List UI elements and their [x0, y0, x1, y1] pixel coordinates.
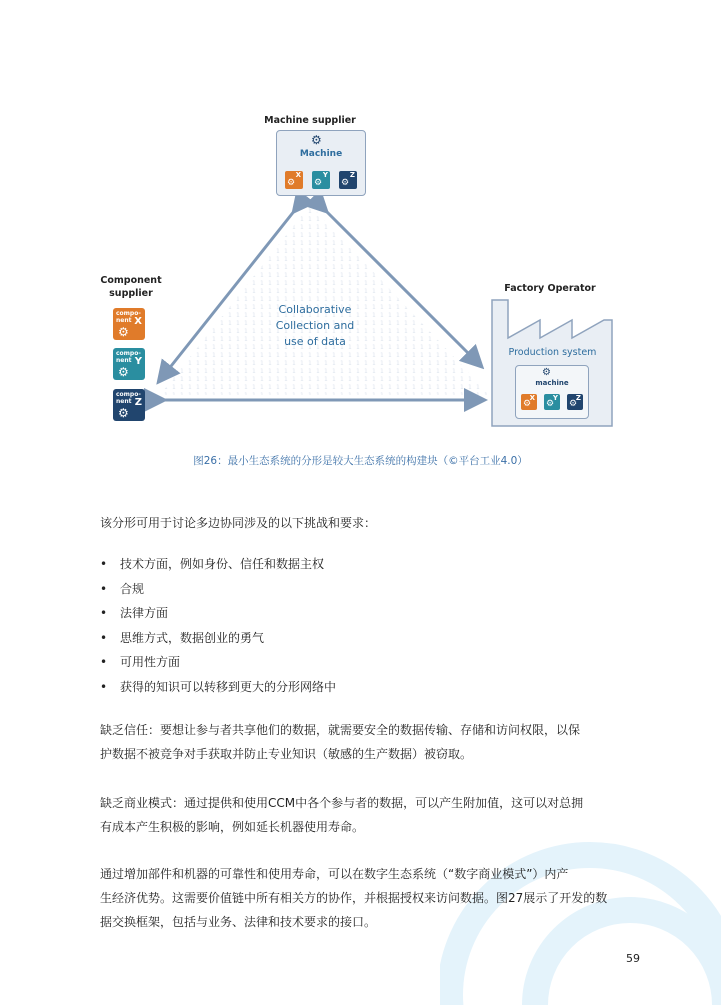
gear-icon: ⚙: [118, 406, 129, 420]
list-item: • 法律方面: [100, 606, 169, 620]
production-machine-box: [515, 365, 589, 419]
gear-icon: ⚙: [569, 399, 578, 409]
machine-icon: ⚙: [311, 133, 322, 147]
list-item: • 可用性方面: [100, 655, 181, 669]
figure-caption: 图26：最小生态系统的分形是较大生态系统的构建块（©平台工业4.0）: [193, 455, 528, 467]
bullet-list: [100, 552, 336, 699]
machine-supplier-label: Machine supplier: [264, 115, 356, 126]
paragraph-advantage-1: 通过增加部件和机器的可靠性和使用寿命，可以在数字生态系统（“数字商业模式”）内产: [100, 867, 569, 881]
paragraph-trust-2: 护数据不被竞争对手获取并防止专业知识（敏感的生产数据）被窃取。: [100, 747, 473, 761]
paragraph-trust-1: 缺乏信任：要想让参与者共享他们的数据，就需要安全的数据传输、存储和访问权限，以保: [100, 723, 581, 737]
small-chip-z: Z ⚙: [569, 394, 581, 409]
small-machine-label: machine: [535, 379, 569, 387]
paragraph-business-1: 缺乏商业模式：通过提供和使用CCM中各个参与者的数据，可以产生附加值，这可以对总拥: [100, 796, 584, 810]
paragraph-advantage-2: 生经济优势。这需要价值链中所有相关方的协作，并根据授权来访问数据。图27展示了开发的数: [100, 891, 608, 905]
component-supplier-label: Component supplier: [100, 275, 162, 299]
gear-icon: ⚙: [118, 325, 129, 339]
gear-icon: ⚙: [287, 178, 296, 188]
list-item: • 思维方式，数据创业的勇气: [100, 630, 265, 645]
list-item: • 合规: [100, 581, 145, 596]
ecosystem-diagram: [100, 110, 620, 440]
machine-box: [276, 130, 366, 196]
production-system-label: Production system: [508, 347, 597, 358]
small-chip-x: X ⚙: [523, 394, 535, 409]
intro-text: 该分形可用于讨论多边协同涉及的以下挑战和要求：: [100, 516, 377, 530]
paragraph-advantage-3: 据交换框架，包括与业务、法律和技术要求的接口。: [100, 915, 377, 929]
factory-operator-label: Factory Operator: [504, 283, 596, 294]
paragraph-business-2: 有成本产生积极的影响，例如延长机器使用寿命。: [100, 820, 365, 834]
gear-icon: ⚙: [523, 399, 532, 409]
small-chip-y: Y ⚙: [546, 394, 558, 409]
gear-icon: ⚙: [314, 178, 323, 188]
component-chip-y: compo- nent Y ⚙: [113, 348, 145, 380]
collaborative-text: Collaborative Collection and use of data: [275, 303, 355, 348]
chip-y: Y ⚙: [314, 171, 328, 188]
list-item: • 获得的知识可以转移到更大的分形网络中: [100, 679, 337, 694]
component-chip-x: compo- nent X ⚙: [113, 308, 145, 340]
chip-x: X ⚙: [287, 171, 301, 188]
machine-icon: ⚙: [542, 367, 551, 378]
list-item: • 技术方面，例如身份、信任和数据主权: [100, 557, 325, 571]
component-chip-z: compo- nent Z ⚙: [113, 389, 145, 421]
chip-z: Z ⚙: [341, 171, 355, 188]
gear-icon: ⚙: [118, 365, 129, 379]
machine-label: Machine: [299, 149, 343, 159]
gear-icon: ⚙: [341, 178, 350, 188]
page-number: 59: [626, 952, 640, 965]
gear-icon: ⚙: [546, 399, 555, 409]
